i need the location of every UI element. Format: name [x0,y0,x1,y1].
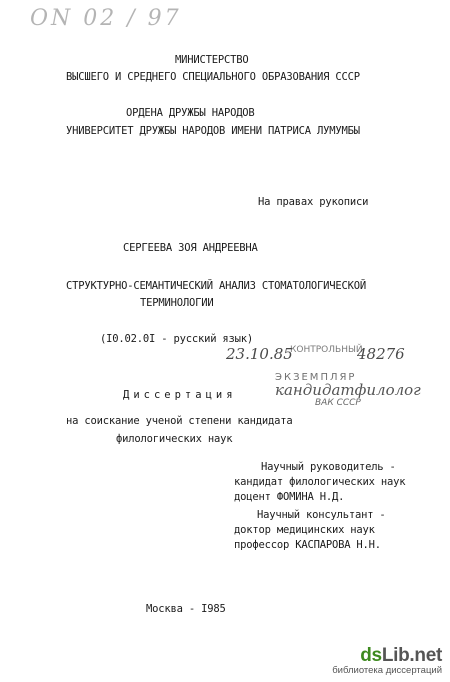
university-line-1: ОРДЕНА ДРУЖБЫ НАРОДОВ [126,107,255,119]
title-line-2: ТЕРМИНОЛОГИИ [140,297,214,309]
author-name: СЕРГЕЕВА ЗОЯ АНДРЕЕВНА [123,242,258,254]
university-line-2: УНИВЕРСИТЕТ ДРУЖБЫ НАРОДОВ ИМЕНИ ПАТРИСА ЛУМУМБЫ [66,125,360,137]
consultant-line-3: профессор КАСПАРОВА Н.Н. [234,539,381,551]
stamp-line-1: КОНТРОЛЬНЫЙ [290,345,363,355]
consultant-line-2: доктор медицинских наук [234,524,375,536]
supervisor-line-2: кандидат филологических наук [234,476,406,488]
rights-note: На правах рукописи [258,196,369,208]
consultant-line-1: Научный консультант - [257,509,386,521]
stamp-line-3: ВАК СССР [315,398,361,408]
supervisor-line-3: доцент ФОМИНА Н.Д. [234,491,345,503]
supervisor-line-1: Научный руководитель - [261,461,396,473]
dslib-subtitle: библиотека диссертаций [332,665,442,676]
dslib-watermark [332,645,442,676]
degree-line-2: филологических наук [116,433,233,445]
degree-line-1: на соискание ученой степени кандидата [66,415,293,427]
dslib-logo: dsLib.net [360,645,442,666]
city-year: Москва - I985 [146,603,226,615]
ministry-line-2: ВЫСШЕГО И СРЕДНЕГО СПЕЦИАЛЬНОГО ОБРАЗОВАНИЯ СССР [66,71,360,83]
ministry-line-1: МИНИСТЕРСТВО [175,54,249,66]
specialty-code: (I0.02.0I - русский язык) [100,333,254,345]
stamp-line-2: ЭКЗЕМПЛЯР [275,372,357,383]
dissertation-label: Диссертация [123,389,237,401]
stamp-signature: кандидатфилолог [275,381,421,399]
stamp-date: 23.10.85 [226,345,293,363]
stamp-number: 48276 [357,345,405,363]
title-line-1: СТРУКТУРНО-СЕМАНТИЧЕСКИЙ АНАЛИЗ СТОМАТОЛОГИЧЕСКОЙ [66,280,366,292]
handwritten-reference: ON 02 / 97 [30,6,182,31]
